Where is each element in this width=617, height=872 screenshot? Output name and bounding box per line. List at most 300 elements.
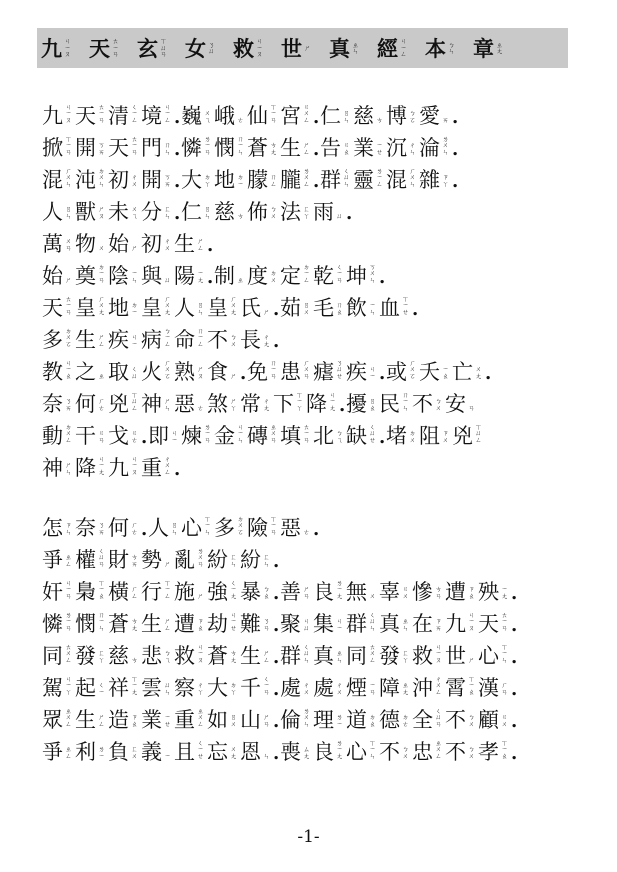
zhuyin-annotation: ㄖ ㄣ — [204, 205, 211, 221]
hanzi-char: 亂 — [174, 548, 195, 572]
zhuyin-annotation: ㄕ — [468, 656, 475, 665]
zhuyin-annotation: ㄑ ㄩ ㄣ — [369, 610, 376, 633]
hanzi-char: 九 — [42, 104, 63, 128]
zhuyin-annotation: ㄌ ㄧ — [336, 713, 343, 729]
zhuyin-annotation: ㄓ ㄨ ㄥ — [435, 738, 442, 761]
hanzi-char: 處 — [313, 676, 334, 700]
title-char — [233, 35, 264, 61]
hanzi-char: 缺 — [346, 424, 367, 448]
hanzi-with-zhuyin — [108, 330, 141, 351]
hanzi-with-zhuyin — [141, 646, 174, 667]
zhuyin-annotation: ㄌ ㄨ ㄥ — [303, 166, 310, 189]
hanzi-char: 生 — [174, 232, 195, 256]
zhuyin-annotation: ㄧ ㄤ — [197, 269, 204, 285]
zhuyin-annotation: ㄅ ㄟ — [336, 429, 343, 445]
zhuyin-annotation: ㄇ ㄣ — [164, 141, 171, 157]
zhuyin-annotation: ㄈ ㄣ — [164, 205, 171, 221]
hanzi-with-zhuyin — [174, 644, 207, 667]
zhuyin-annotation: ㄊ ㄧ ㄢ — [112, 37, 119, 59]
punctuation-mark: . — [511, 647, 518, 668]
hanzi-char: 喪 — [280, 740, 301, 764]
punctuation-mark: . — [141, 519, 148, 540]
hanzi-char: 命 — [174, 328, 195, 352]
punctuation-mark: . — [174, 107, 181, 128]
zhuyin-annotation: ㄑ ㄩ — [131, 365, 138, 381]
hanzi-with-zhuyin — [478, 582, 511, 603]
hanzi-with-zhuyin — [108, 582, 141, 603]
verse-line — [42, 383, 587, 415]
hanzi-with-zhuyin — [386, 138, 419, 159]
hanzi-with-zhuyin — [247, 424, 280, 447]
hanzi-with-zhuyin — [346, 264, 379, 287]
zhuyin-annotation: ㄓ — [98, 372, 105, 381]
hanzi-with-zhuyin — [412, 394, 445, 415]
hanzi-with-zhuyin — [386, 106, 419, 127]
verse-line — [42, 699, 587, 731]
hanzi-char: 同 — [346, 644, 367, 668]
zhuyin-annotation: ㄇ ㄧ ㄣ — [98, 610, 105, 633]
zhuyin-annotation: ㄇ ㄠ — [336, 301, 343, 317]
zhuyin-annotation: ㄜ — [197, 404, 204, 413]
zhuyin-annotation: ㄨ — [98, 244, 105, 253]
hanzi-with-zhuyin — [207, 646, 240, 667]
hanzi-with-zhuyin — [42, 676, 75, 699]
zhuyin-annotation: ㄕ ㄢ — [303, 585, 310, 601]
hanzi-char: 業 — [141, 708, 162, 732]
hanzi-with-zhuyin — [207, 742, 240, 763]
hanzi-with-zhuyin — [75, 234, 108, 255]
title-char — [473, 35, 504, 61]
hanzi-char: 神 — [141, 392, 162, 416]
hanzi-with-zhuyin — [346, 710, 379, 731]
hanzi-with-zhuyin — [181, 516, 214, 539]
hanzi-char: 沖 — [412, 676, 433, 700]
hanzi-with-zhuyin — [42, 234, 75, 255]
hanzi-char: 顧 — [478, 708, 499, 732]
hanzi-char: 人 — [42, 200, 63, 224]
zhuyin-annotation: ㄓ — [237, 276, 244, 285]
hanzi-with-zhuyin — [75, 456, 108, 479]
punctuation-mark: . — [174, 459, 181, 480]
verse-line — [42, 571, 587, 603]
hanzi-with-zhuyin — [386, 168, 419, 191]
hanzi-char: 群 — [320, 168, 341, 192]
zhuyin-annotation: ㄍ ㄨ ㄥ — [303, 102, 310, 125]
hanzi-with-zhuyin — [419, 170, 452, 191]
hanzi-with-zhuyin — [108, 362, 141, 383]
hanzi-char: 不 — [379, 740, 400, 764]
punctuation-mark: . — [273, 647, 280, 668]
zhuyin-annotation: ㄅ ㄨ — [402, 745, 409, 761]
verse-line — [42, 319, 587, 351]
hanzi-char: 皇 — [207, 296, 228, 320]
zhuyin-annotation: ㄊ ㄧ ㄢ — [131, 134, 138, 157]
hanzi-with-zhuyin — [240, 394, 273, 415]
hanzi-char: 同 — [42, 644, 63, 668]
zhuyin-annotation: ㄈ ㄚ — [303, 205, 310, 221]
verse-line — [42, 159, 587, 191]
hanzi-char: 教 — [42, 360, 63, 384]
hanzi-char: 氏 — [240, 296, 261, 320]
hanzi-char: 真 — [379, 612, 400, 636]
zhuyin-annotation: ㄒ ㄧ ㄣ — [369, 738, 376, 761]
hanzi-with-zhuyin — [42, 550, 75, 571]
zhuyin-annotation: ㄘ — [131, 656, 138, 665]
hanzi-char: 雲 — [141, 676, 162, 700]
zhuyin-annotation: ㄔ ㄚ — [197, 681, 204, 697]
hanzi-char: 爭 — [42, 740, 63, 764]
zhuyin-annotation: ㄒ ㄩ ㄥ — [131, 390, 138, 413]
zhuyin-annotation: ㄈ ㄚ — [98, 649, 105, 665]
hanzi-with-zhuyin — [174, 582, 207, 603]
zhuyin-annotation: ㄐ ㄧ ㄚ — [65, 674, 72, 697]
hanzi-char: 無 — [346, 580, 367, 604]
zhuyin-annotation: ㄗ ㄠ — [468, 585, 475, 601]
zhuyin-annotation: ㄑ ㄩ ㄝ — [369, 422, 376, 445]
hanzi-char: 沉 — [386, 136, 407, 160]
hanzi-char: 悲 — [141, 644, 162, 668]
zhuyin-annotation: ㄒ ㄧ ㄣ — [501, 642, 508, 665]
hanzi-char: 處 — [280, 676, 301, 700]
zhuyin-annotation: ㄖ ㄣ — [197, 301, 204, 317]
zhuyin-annotation: ㄧ ㄝ — [376, 141, 383, 157]
zhuyin-annotation: ㄏ ㄨ ㄤ — [164, 294, 171, 317]
zhuyin-annotation: ㄉ ㄜ — [402, 713, 409, 729]
verse-line — [42, 635, 587, 667]
hanzi-with-zhuyin — [240, 582, 273, 603]
hanzi-with-zhuyin — [141, 394, 174, 415]
hanzi-char: 紛 — [240, 548, 261, 572]
zhuyin-annotation: ㄘ ㄤ — [230, 649, 237, 665]
hanzi-with-zhuyin — [75, 264, 108, 287]
hanzi-char: 奈 — [75, 516, 96, 540]
zhuyin-annotation: ㄐ ㄧ — [131, 333, 138, 349]
hanzi-char: 宮 — [280, 104, 301, 128]
zhuyin-annotation: ㄊ ㄨ ㄥ — [65, 642, 72, 665]
title-char — [377, 35, 408, 61]
title-hanzi: 女 — [185, 35, 206, 61]
hanzi-with-zhuyin — [412, 740, 445, 763]
zhuyin-annotation: ㄉ ㄚ — [230, 681, 237, 697]
hanzi-char: 造 — [108, 708, 129, 732]
zhuyin-annotation: ㄒ ㄧ ㄠ — [501, 738, 508, 761]
hanzi-char: 恩 — [240, 740, 261, 764]
hanzi-with-zhuyin — [379, 392, 412, 415]
zhuyin-annotation: ㄗ ㄚ — [442, 173, 449, 189]
hanzi-with-zhuyin — [108, 646, 141, 667]
hanzi-with-zhuyin — [108, 298, 141, 319]
hanzi-char: 即 — [148, 424, 169, 448]
zhuyin-annotation: ㄘ ㄤ — [270, 141, 277, 157]
punctuation-mark: . — [273, 679, 280, 700]
zhuyin-annotation: ㄍ ㄢ — [98, 429, 105, 445]
hanzi-char: 疾 — [346, 360, 367, 384]
hanzi-with-zhuyin — [313, 740, 346, 763]
hanzi-with-zhuyin — [207, 296, 240, 319]
hanzi-char: 善 — [280, 580, 301, 604]
title-hanzi: 天 — [89, 35, 110, 61]
hanzi-char: 生 — [240, 644, 261, 668]
title-char — [329, 35, 360, 61]
zhuyin-annotation: ㄉ ㄧ — [131, 301, 138, 317]
zhuyin-annotation: ㄐ ㄧ — [171, 429, 178, 445]
hanzi-char: 業 — [353, 136, 374, 160]
zhuyin-annotation: ㄖ ㄨ — [230, 713, 237, 729]
hanzi-char: 辜 — [379, 580, 400, 604]
hanzi-char: 梟 — [75, 580, 96, 604]
hanzi-char: 動 — [42, 424, 63, 448]
zhuyin-annotation: ㄅ ㄟ — [164, 649, 171, 665]
zhuyin-annotation: ㄉ ㄧ ㄥ — [303, 262, 310, 285]
hanzi-with-zhuyin — [108, 136, 141, 159]
hanzi-char: 降 — [306, 392, 327, 416]
zhuyin-annotation: ㄒ ㄩ ㄢ — [160, 37, 167, 59]
hanzi-char: 未 — [108, 200, 129, 224]
zhuyin-annotation: ㄌ ㄨ ㄢ — [197, 546, 204, 569]
hanzi-with-zhuyin — [174, 362, 207, 383]
hanzi-with-zhuyin — [419, 136, 452, 159]
zhuyin-annotation: ㄕ ㄥ — [164, 617, 171, 633]
title-hanzi: 九 — [41, 35, 62, 61]
hanzi-char: 爭 — [42, 548, 63, 572]
hanzi-char: 熟 — [174, 360, 195, 384]
hanzi-char: 蒼 — [207, 644, 228, 668]
punctuation-mark: . — [511, 743, 518, 764]
zhuyin-annotation: ㄉ ㄨ ㄥ — [65, 422, 72, 445]
hanzi-with-zhuyin — [207, 678, 240, 699]
hanzi-with-zhuyin — [445, 742, 478, 763]
zhuyin-annotation: ㄔ ㄨ — [164, 237, 171, 253]
hanzi-with-zhuyin — [445, 394, 478, 415]
zhuyin-annotation: ㄒ ㄧ ㄝ — [402, 294, 409, 317]
hanzi-with-zhuyin — [247, 266, 280, 287]
hanzi-with-zhuyin — [445, 676, 478, 699]
zhuyin-annotation: ㄓ ㄣ — [336, 649, 343, 665]
zhuyin-annotation: ㄒ ㄧ ㄢ — [65, 134, 72, 157]
zhuyin-annotation: ㄅ ㄨ — [468, 745, 475, 761]
hanzi-char: 多 — [42, 328, 63, 352]
hanzi-with-zhuyin — [207, 330, 240, 351]
hanzi-with-zhuyin — [214, 516, 247, 539]
hanzi-with-zhuyin — [313, 710, 346, 731]
zhuyin-annotation: ㄧ — [164, 752, 171, 761]
hanzi-with-zhuyin — [247, 104, 280, 127]
hanzi-char: 陰 — [108, 264, 129, 288]
hanzi-char: 始 — [108, 232, 129, 256]
hanzi-char: 殃 — [478, 580, 499, 604]
hanzi-with-zhuyin — [452, 362, 485, 383]
zhuyin-annotation: ㄉ ㄨ — [270, 269, 277, 285]
zhuyin-annotation: ㄐ ㄧ ㄤ — [329, 390, 336, 413]
hanzi-with-zhuyin — [313, 646, 346, 667]
hanzi-with-zhuyin — [42, 328, 75, 351]
hanzi-char: 多 — [214, 516, 235, 540]
hanzi-char: 察 — [174, 676, 195, 700]
hanzi-with-zhuyin — [214, 170, 247, 191]
punctuation-mark: . — [412, 299, 419, 320]
hanzi-char: 霄 — [445, 676, 466, 700]
zhuyin-annotation: ㄐ ㄧ — [369, 365, 376, 381]
zhuyin-annotation: ㄓ ㄤ — [402, 681, 409, 697]
hanzi-char: 博 — [386, 104, 407, 128]
hanzi-with-zhuyin — [346, 298, 379, 319]
zhuyin-annotation: ㄖ ㄣ — [171, 521, 178, 537]
zhuyin-annotation: ㄕ ㄥ — [98, 333, 105, 349]
zhuyin-annotation: ㄍ ㄜ — [131, 429, 138, 445]
zhuyin-annotation: ㄐ ㄧ ㄤ — [98, 454, 105, 477]
hanzi-char: 權 — [75, 548, 96, 572]
hanzi-char: 真 — [313, 644, 334, 668]
hanzi-with-zhuyin — [240, 298, 273, 319]
hanzi-char: 磚 — [247, 424, 268, 448]
scripture-title — [37, 35, 504, 61]
hanzi-char: 巍 — [181, 104, 202, 128]
zhuyin-annotation: ㄇ ㄧ ㄢ — [270, 358, 277, 381]
zhuyin-annotation: ㄅ ㄨ — [270, 205, 277, 221]
zhuyin-annotation: ㄖ ㄣ — [343, 109, 350, 125]
zhuyin-annotation: ㄗ ㄞ — [435, 617, 442, 633]
hanzi-with-zhuyin — [240, 330, 273, 351]
hanzi-with-zhuyin — [108, 676, 141, 699]
zhuyin-annotation: ㄋ ㄩ — [208, 40, 215, 55]
hanzi-with-zhuyin — [240, 614, 273, 635]
zhuyin-annotation: ㄕ ㄥ — [197, 237, 204, 253]
zhuyin-annotation: ㄕ ㄥ — [98, 713, 105, 729]
zhuyin-annotation: ㄧ ㄢ — [369, 681, 376, 697]
zhuyin-annotation: ㄔ ㄤ — [263, 397, 270, 413]
hanzi-char: 如 — [207, 708, 228, 732]
hanzi-char: 群 — [346, 612, 367, 636]
hanzi-char: 險 — [247, 516, 268, 540]
hanzi-char: 漢 — [478, 676, 499, 700]
hanzi-with-zhuyin — [320, 168, 353, 191]
zhuyin-annotation: ㄏ ㄨ ㄤ — [98, 294, 105, 317]
hanzi-with-zhuyin — [141, 678, 174, 699]
zhuyin-annotation: ㄐ ㄧ ㄣ — [237, 422, 244, 445]
punctuation-mark: . — [273, 551, 280, 572]
hanzi-char: 遭 — [174, 612, 195, 636]
hanzi-char: 重 — [174, 708, 195, 732]
punctuation-mark: . — [313, 519, 320, 540]
zhuyin-annotation: ㄘ — [376, 116, 383, 125]
zhuyin-annotation: ㄓ ㄨ ㄢ — [270, 422, 277, 445]
zhuyin-annotation: ㄈ ㄚ — [402, 649, 409, 665]
hanzi-with-zhuyin — [214, 266, 247, 287]
hanzi-with-zhuyin — [320, 106, 353, 127]
hanzi-with-zhuyin — [306, 392, 339, 415]
hanzi-with-zhuyin — [108, 202, 141, 223]
hanzi-char: 開 — [141, 168, 162, 192]
punctuation-mark: . — [141, 427, 148, 448]
zhuyin-annotation: ㄧ ㄝ — [164, 713, 171, 729]
hanzi-with-zhuyin — [141, 266, 174, 287]
hanzi-with-zhuyin — [445, 710, 478, 731]
punctuation-mark: . — [273, 299, 280, 320]
verse-line — [42, 415, 587, 447]
verse-line — [42, 127, 587, 159]
hanzi-char: 山 — [240, 708, 261, 732]
zhuyin-annotation: ㄞ — [442, 116, 449, 125]
hanzi-char: 患 — [280, 360, 301, 384]
hanzi-char: 憐 — [42, 612, 63, 636]
zhuyin-annotation: ㄒ ㄧ ㄢ — [270, 514, 277, 537]
hanzi-char: 天 — [478, 612, 499, 636]
hanzi-with-zhuyin — [75, 202, 108, 223]
zhuyin-annotation: ㄍ ㄨ — [501, 713, 508, 729]
hanzi-with-zhuyin — [174, 678, 207, 699]
hanzi-with-zhuyin — [141, 170, 174, 191]
hanzi-with-zhuyin — [412, 582, 445, 603]
zhuyin-annotation: ㄎ ㄞ — [98, 141, 105, 157]
zhuyin-annotation: ㄜ — [303, 528, 310, 537]
hanzi-char: 安 — [445, 392, 466, 416]
hanzi-with-zhuyin — [346, 740, 379, 763]
zhuyin-annotation: ㄊ ㄧ ㄢ — [303, 422, 310, 445]
verse-line — [42, 731, 587, 763]
hanzi-char: 疾 — [108, 328, 129, 352]
hanzi-char: 良 — [313, 740, 334, 764]
zhuyin-annotation: ㄒ ㄧ ㄚ — [296, 390, 303, 413]
zhuyin-annotation: ㄏ ㄨ ㄛ — [164, 358, 171, 381]
hanzi-char: 之 — [75, 360, 96, 384]
hanzi-char: 負 — [108, 740, 129, 764]
hanzi-with-zhuyin — [42, 708, 75, 731]
zhuyin-annotation: ㄒ ㄧ ㄣ — [204, 514, 211, 537]
zhuyin-annotation: ㄓ ㄥ — [65, 553, 72, 569]
zhuyin-annotation: ㄐ ㄧ ㄥ — [400, 37, 407, 59]
punctuation-mark: . — [485, 363, 492, 384]
zhuyin-annotation: ㄑ ㄩ ㄣ — [303, 642, 310, 665]
hanzi-char: 人 — [148, 516, 169, 540]
zhuyin-annotation: ㄉ ㄨ ㄛ — [237, 514, 244, 537]
hanzi-char: 大 — [207, 676, 228, 700]
hanzi-with-zhuyin — [280, 168, 313, 191]
hanzi-with-zhuyin — [108, 710, 141, 731]
punctuation-mark: . — [511, 615, 518, 636]
hanzi-char: 施 — [174, 580, 195, 604]
hanzi-char: 世 — [445, 644, 466, 668]
zhuyin-annotation: ㄓ ㄣ — [352, 40, 359, 55]
zhuyin-annotation: ㄑ ㄧ ㄥ — [131, 102, 138, 125]
zhuyin-annotation: ㄅ ㄧ ㄥ — [164, 326, 171, 349]
hanzi-with-zhuyin — [214, 424, 247, 447]
zhuyin-annotation: ㄉ ㄨ ㄛ — [65, 326, 72, 349]
punctuation-mark: . — [240, 363, 247, 384]
hanzi-with-zhuyin — [419, 106, 452, 127]
hanzi-with-zhuyin — [42, 742, 75, 763]
zhuyin-annotation: ㄏ ㄜ — [131, 521, 138, 537]
hanzi-char: 大 — [181, 168, 202, 192]
zhuyin-annotation: ㄐ ㄧ ㄡ — [468, 610, 475, 633]
hanzi-char: 天 — [108, 136, 129, 160]
hanzi-with-zhuyin — [141, 614, 174, 635]
hanzi-char: 倫 — [280, 708, 301, 732]
hanzi-char: 煉 — [181, 424, 202, 448]
zhuyin-annotation: ㄌ ㄧ ㄢ — [204, 422, 211, 445]
verse-line — [42, 539, 587, 571]
hanzi-with-zhuyin — [280, 298, 313, 319]
hanzi-with-zhuyin — [141, 202, 174, 223]
hanzi-char: 憫 — [214, 136, 235, 160]
hanzi-with-zhuyin — [42, 104, 75, 127]
zhuyin-annotation: ㄊ ㄨ ㄥ — [369, 642, 376, 665]
hanzi-char: 干 — [75, 424, 96, 448]
punctuation-mark: . — [511, 583, 518, 604]
punctuation-mark: . — [313, 107, 320, 128]
punctuation-mark: . — [339, 395, 346, 416]
hanzi-with-zhuyin — [280, 644, 313, 667]
hanzi-char: 陽 — [174, 264, 195, 288]
